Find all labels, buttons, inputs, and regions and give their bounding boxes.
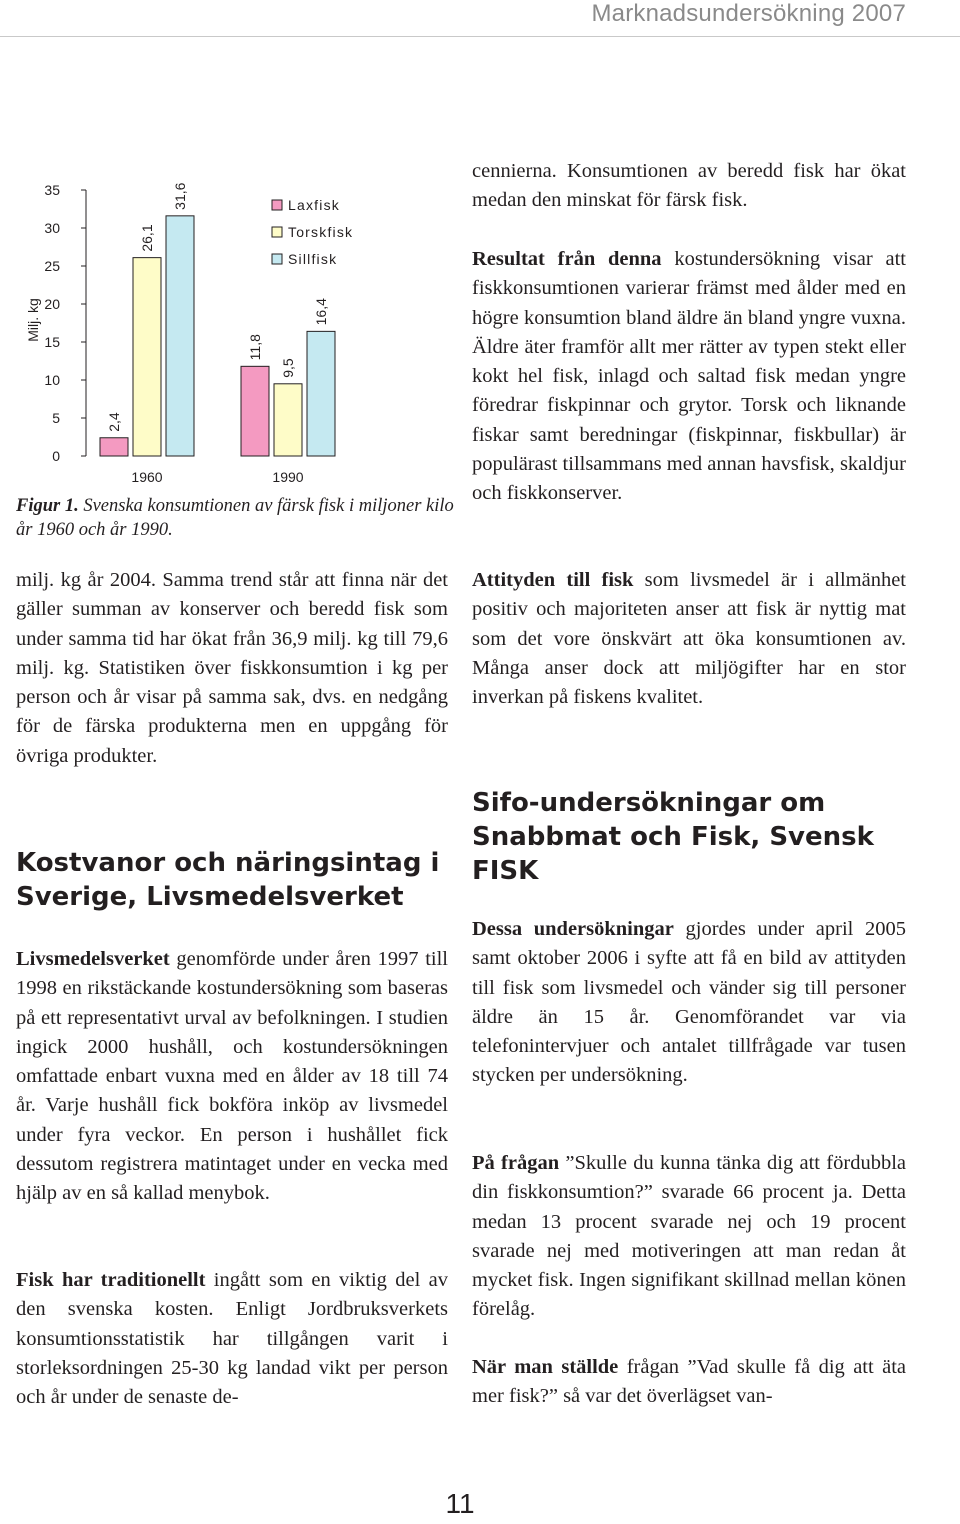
legend-label-laxfisk: Laxfisk xyxy=(288,197,340,213)
y-tick-label: 15 xyxy=(44,334,60,350)
left-column-section xyxy=(16,846,448,914)
paragraph-text: som livsmedel är i allmänhet positiv och majoriteten anser att fisk är nyttig mat som det vore önskvärt att öka konsumtionen av. Många anser dock att miljögifter har en stor inverkan på fiskens kvalitet. xyxy=(472,569,906,709)
right-column-attityden xyxy=(472,566,906,712)
bar-value-label: 9,5 xyxy=(280,358,296,378)
right-paragraph-continuation: cennierna. Konsumtionen av beredd fisk har ökat medan den minskat för färsk fisk. xyxy=(472,160,906,212)
bar-value-label: 16,4 xyxy=(313,298,329,326)
bar-value-label: 26,1 xyxy=(139,224,155,252)
paragraph-text: ingått som en viktig del av den svenska kosten. Enligt Jordbruksverkets konsumtionsstatistik har tillgången varit i storleksordningen 25-30 kg landad vikt per person och år under de senaste de- xyxy=(16,1269,448,1409)
bar-sillfisk-1960 xyxy=(166,216,194,456)
legend-swatch-torskfisk xyxy=(272,227,282,237)
x-category-label: 1960 xyxy=(131,469,163,485)
right-paragraph-dessa xyxy=(472,915,906,1091)
lead-in: Fisk har traditionellt xyxy=(16,1269,206,1291)
y-tick-label: 25 xyxy=(44,258,60,274)
bar-laxfisk-1960 xyxy=(100,438,128,456)
paragraph-text: frågan ”Vad skulle få dig att äta mer fisk?” så var det överlägset van- xyxy=(472,1356,906,1408)
figure-label: Figur 1. xyxy=(16,496,79,516)
bar-torskfisk-1960 xyxy=(133,258,161,456)
right-column-nar-man xyxy=(472,1353,906,1412)
lead-in: När man ställde xyxy=(472,1356,619,1378)
legend-swatch-sillfisk xyxy=(272,254,282,264)
right-paragraph-pa-fragan xyxy=(472,1149,906,1325)
figure-caption-text: Svenska konsumtionen av färsk fisk i miljoner kilo år 1960 och år 1990. xyxy=(16,496,454,540)
lead-in: Attityden till fisk xyxy=(472,569,634,591)
left-paragraph-livsmedelsverket xyxy=(16,945,448,1209)
figure-caption xyxy=(16,494,456,542)
paragraph-text: gjordes under april 2005 samt oktober 2006 i syfte att få en bild av attityden till fisk som livsmedel och vänder sig till personer äldre än 15 år. Genomförandet var via telefonintervjuer och antalet tillfrågade var tusen stycken per undersökning. xyxy=(472,918,906,1087)
left-paragraph-intro: milj. kg år 2004. Samma trend står att finna när det gäller summan av konserver och beredd fisk som under samma tid har ökat från 36,9 milj. kg till 79,6 milj. kg. Statistiken över fiskkonsumtion i kg per person och år visar på samma sak, dvs. en nedgång för de färska produkterna men en uppgång för övriga produkter. xyxy=(16,569,448,767)
section-heading-sifo: Sifo-undersökningar om Snabbmat och Fisk, Svensk FISK xyxy=(472,788,874,886)
right-paragraph-attityden xyxy=(472,566,906,712)
legend-label-sillfisk: Sillfisk xyxy=(288,251,338,267)
bar-sillfisk-1990 xyxy=(307,331,335,456)
left-column-body-2 xyxy=(16,1266,448,1412)
left-column-body xyxy=(16,945,448,1209)
right-column xyxy=(472,157,906,216)
page-number: 11 xyxy=(445,1488,475,1519)
y-tick-label: 5 xyxy=(52,410,60,426)
left-paragraph-fisk-traditionellt xyxy=(16,1266,448,1412)
lead-in: Livsmedelsverket xyxy=(16,948,170,970)
bar-value-label: 31,6 xyxy=(172,182,188,210)
y-tick-label: 35 xyxy=(44,182,60,198)
y-tick-label: 0 xyxy=(52,448,60,464)
bar-value-label: 11,8 xyxy=(247,334,263,361)
lead-in: Dessa undersökningar xyxy=(472,918,674,940)
right-paragraph-nar-man xyxy=(472,1353,906,1412)
bar-torskfisk-1990 xyxy=(274,384,302,456)
fish-consumption-bar-chart xyxy=(16,170,446,490)
y-axis-label: Milj. kg xyxy=(25,298,41,342)
section-heading-kostvanor: Kostvanor och näringsintag i Sverige, Livsmedelsverket xyxy=(16,848,440,912)
running-title: Marknadsundersökning 2007 xyxy=(591,0,906,27)
right-paragraph-resultat xyxy=(472,245,906,509)
left-column xyxy=(16,566,448,771)
legend-label-torskfisk: Torskfisk xyxy=(288,224,354,240)
paragraph-text: ”Skulle du kunna tänka dig att fördubbla din fiskkonsumtion?” svarade 66 procent ja. Detta medan 13 procent svarade nej och 19 procent svarade nej med motiveringen att man redan åt mycket fisk. Ingen signifikant skillnad mellan könen förelåg. xyxy=(472,1152,906,1321)
x-category-label: 1990 xyxy=(272,469,304,485)
lead-in: På frågan xyxy=(472,1152,560,1174)
paragraph-text: genomförde under åren 1997 till 1998 en rikstäckande kostundersökning som baseras på ett representativt urval av befolkningen. I studien ingick 2000 hushåll, och kostundersökningen omfattade enbart vuxna med en ålder av 18 till 74 år. Varje hushåll fick bokföra inköp av livsmedel under fyra veckor. En person i hushållet fick dessutom registrera matintaget under en vecka med hjälp av en så kallad menybok. xyxy=(16,948,448,1205)
y-tick-label: 10 xyxy=(44,372,60,388)
legend-swatch-laxfisk xyxy=(272,200,282,210)
bar-laxfisk-1990 xyxy=(241,366,269,456)
right-column-dessa xyxy=(472,915,906,1091)
paragraph-text: kostundersökning visar att fiskkonsumtionen varierar främst med ålder med en högre konsumtion bland äldre än bland yngre vuxna. Äldre äter framför allt mer rätter av typen stekt eller kokt hel fisk, inlagd och saltad fisk medan yngre föredrar fiskpinnar och grytor. Torsk och liknande fiskar samt beredningar (fiskpinnar, fiskbullar) är populärast tillsammans med annan havsfisk, skaldjur och fiskkonserver. xyxy=(472,248,906,505)
bar-value-label: 2,4 xyxy=(106,412,122,432)
y-tick-label: 20 xyxy=(44,296,60,312)
right-column-pa-fragan xyxy=(472,1149,906,1325)
right-column-resultat xyxy=(472,245,906,509)
right-column-section xyxy=(472,786,906,888)
lead-in: Resultat från denna xyxy=(472,248,662,270)
y-tick-label: 30 xyxy=(44,220,60,236)
header-rule xyxy=(0,36,960,37)
